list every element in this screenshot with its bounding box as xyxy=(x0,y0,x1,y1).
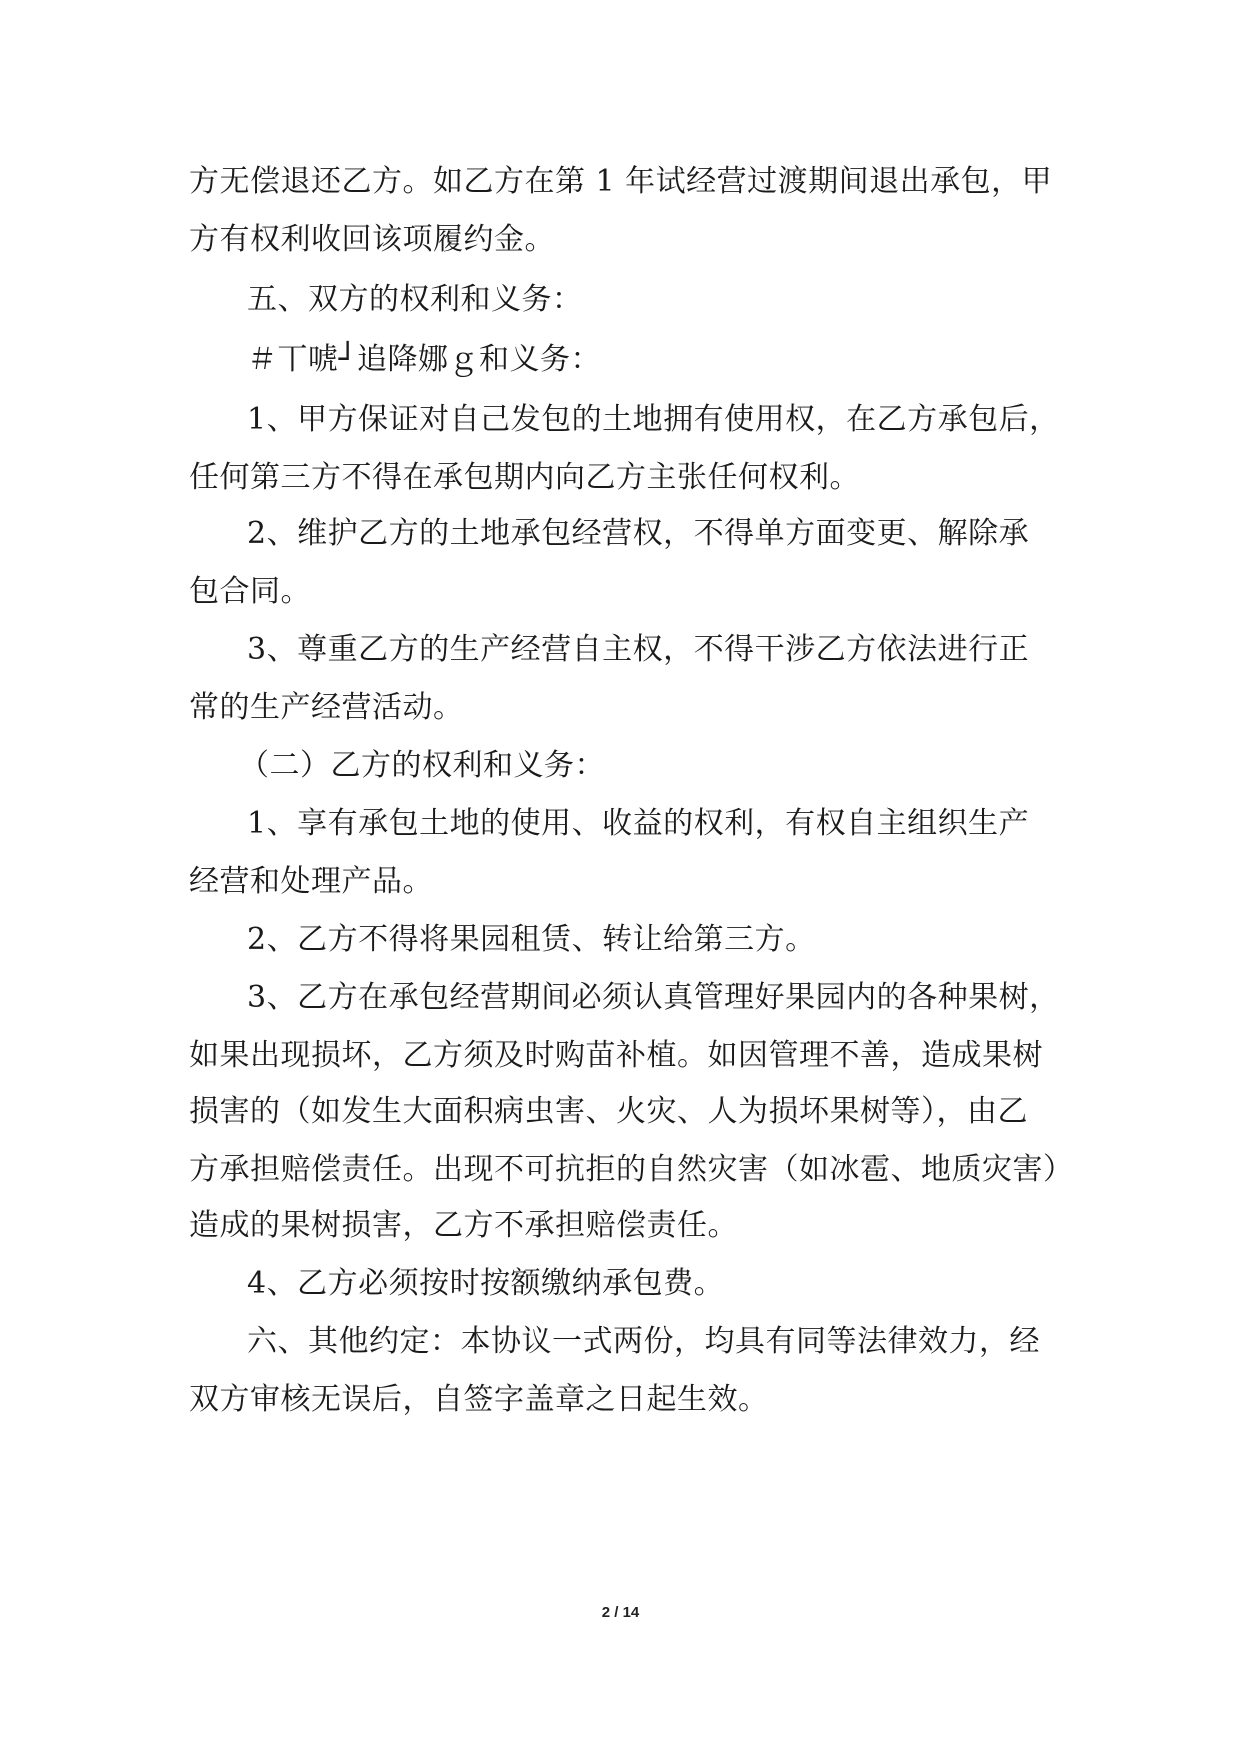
text-line: 3、尊重乙方的生产经营自主权，不得干涉乙方依法进行正 xyxy=(247,632,1030,667)
text-line: 1、甲方保证对自己发包的土地拥有使用权，在乙方承包后， xyxy=(247,402,1060,437)
section-heading: 五、双方的权利和义务： xyxy=(247,282,583,317)
text-line: 经营和处理产品。 xyxy=(189,864,433,899)
section-subheading: （二）乙方的权利和义务： xyxy=(239,748,605,783)
text-line: 方无偿退还乙方。如乙方在第 1 年试经营过渡期间退出承包，甲 xyxy=(189,164,1053,199)
text-line: 方有权利收回该项履约金。 xyxy=(189,222,555,257)
text-line: 3、乙方在承包经营期间必须认真管理好果园内的各种果树， xyxy=(247,980,1060,1015)
text-line: 双方审核无误后，自签字盖章之日起生效。 xyxy=(189,1382,769,1417)
text-line: 造成的果树损害，乙方不承担赔偿责任。 xyxy=(189,1208,738,1243)
text-line: 任何第三方不得在承包期内向乙方主张任何权利。 xyxy=(189,460,860,495)
section-heading: 六、其他约定：本协议一式两份，均具有同等法律效力，经 xyxy=(247,1324,1040,1359)
text-line: 常的生产经营活动。 xyxy=(189,690,464,725)
page-number: 2 / 14 xyxy=(601,1604,640,1621)
text-line: 4、乙方必须按时按额缴纳承包费。 xyxy=(247,1266,725,1301)
text-line: 包合同。 xyxy=(189,574,311,609)
text-line: 方承担赔偿责任。出现不可抗拒的自然灾害（如冰雹、地质灾害） xyxy=(189,1152,1074,1187)
text-line: 2、乙方不得将果园租赁、转让给第三方。 xyxy=(247,922,816,957)
text-line: 损害的（如发生大面积病虫害、火灾、人为损坏果树等），由乙 xyxy=(189,1094,1028,1129)
text-line: 2、维护乙方的土地承包经营权，不得单方面变更、解除承 xyxy=(247,516,1030,551)
text-line: 如果出现损坏，乙方须及时购苗补植。如因管理不善，造成果树 xyxy=(189,1038,1043,1073)
text-line: 1、享有承包土地的使用、收益的权利，有权自主组织生产 xyxy=(247,806,1030,841)
section-subheading: ＃丅唬┘追降娜ｇ和义务： xyxy=(247,342,602,377)
